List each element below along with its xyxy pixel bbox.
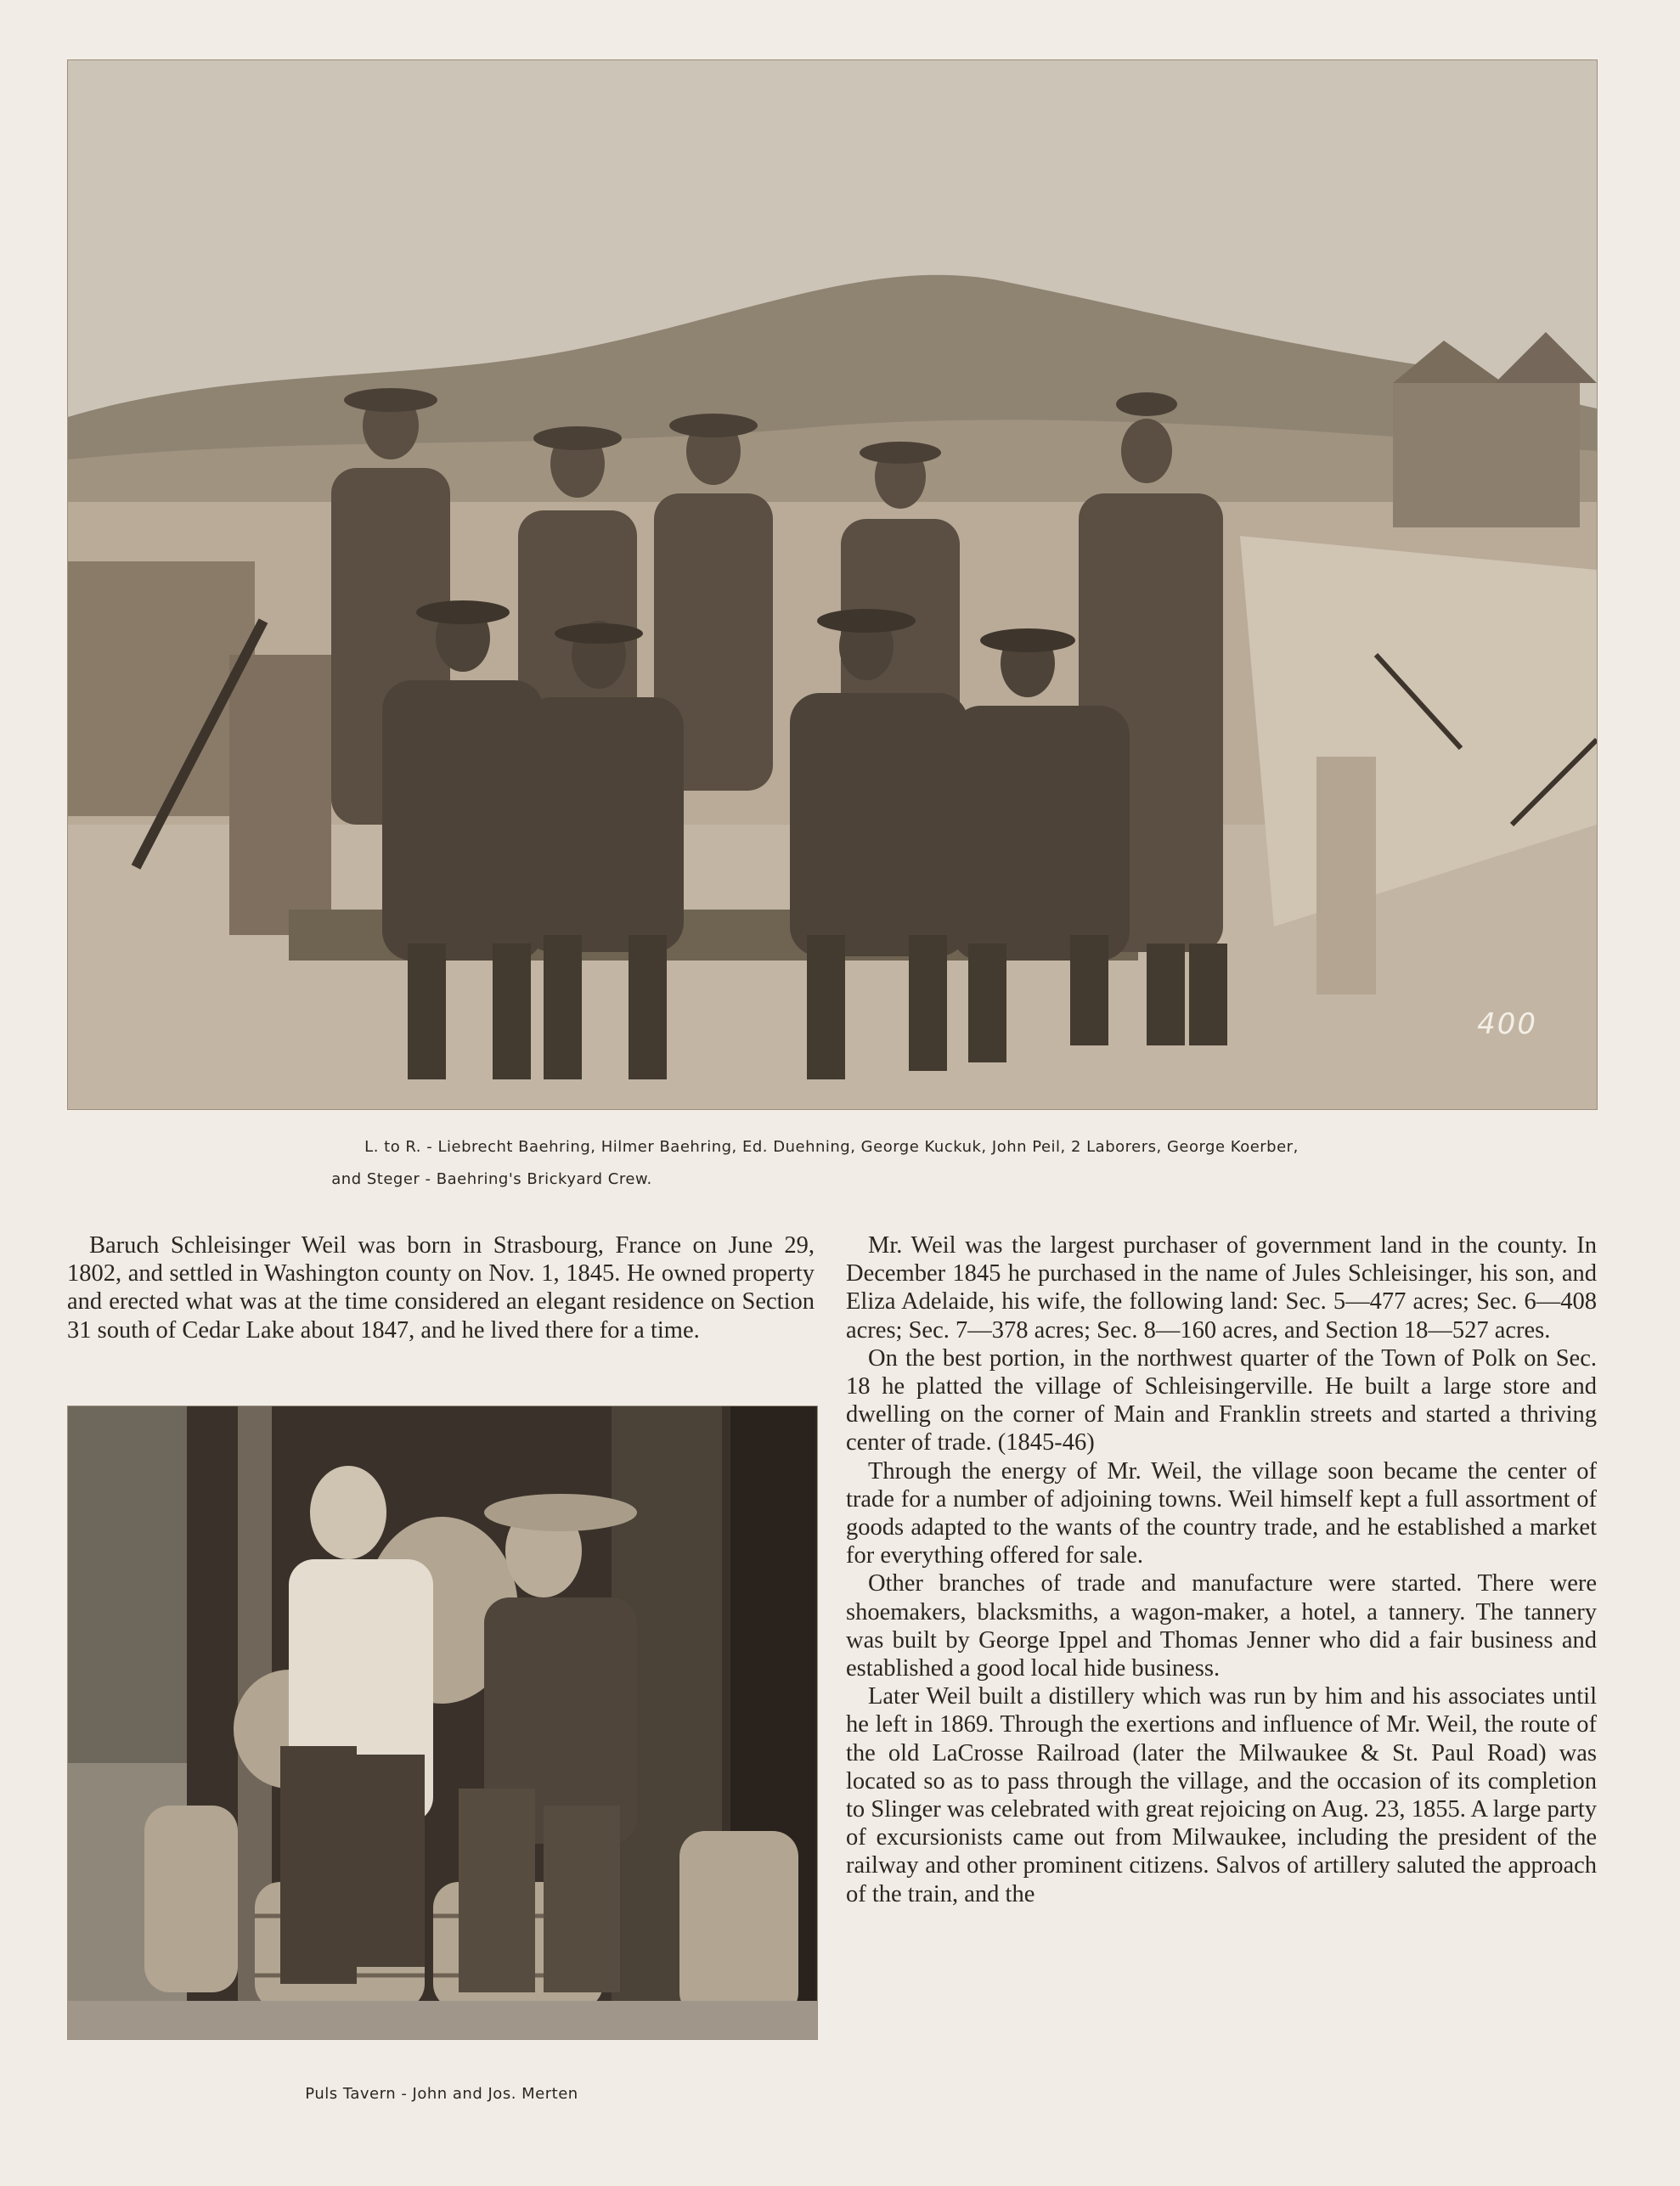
paragraph-center-of-trade: Through the energy of Mr. Weil, the village soon became the center of trade for a number of adjoining towns. Weil himself kept a full assortment of goods adapted to the wants of the country trade, and he established a market for everything offered for sale. <box>846 1457 1597 1569</box>
paragraph-village-platted: On the best portion, in the northwest quarter of the Town of Polk on Sec. 18 he platted the village of Schleisingerville. He built a large store and dwelling on the corner of Main and Franklin streets and started a thriving center of trade. (1845-46) <box>846 1344 1597 1456</box>
photo-number-mark: 400 <box>1477 1007 1537 1041</box>
brickyard-photo-illustration <box>68 60 1597 1109</box>
brickyard-crew-photo <box>67 59 1598 1110</box>
intro-paragraph: Baruch Schleisinger Weil was born in Strasbourg, France on June 29, 1802, and settled in Washington county on Nov. 1, 1845. He owned property and erected what was at the time considered an elegant residence on Section 31 south of Cedar Lake about 1847, and he lived there for a time. <box>67 1232 815 1344</box>
puls-tavern-photo <box>67 1406 818 2040</box>
top-photo-caption-line1: L. to R. - Liebrecht Baehring, Hilmer Baehring, Ed. Duehning, George Kuckuk, John Peil, 2 Laborers, George Koerber, <box>364 1138 1299 1156</box>
paragraph-trades-and-tannery: Other branches of trade and manufacture were started. There were shoemakers, blacksmiths, a wagon-maker, a hotel, a tannery. The tannery was built by George Ippel and Thomas Jenner who did a fair business and established a good local hide business. <box>846 1570 1597 1682</box>
bottom-photo-caption: Puls Tavern - John and Jos. Merten <box>305 2085 578 2103</box>
tavern-photo-illustration <box>68 1406 817 2039</box>
top-photo-caption-line2: and Steger - Baehring's Brickyard Crew. <box>331 1170 652 1188</box>
left-column-text <box>67 1231 815 1344</box>
paragraph-land-purchase: Mr. Weil was the largest purchaser of government land in the county. In December 1845 he purchased in the name of Jules Schleisinger, his son, and Eliza Adelaide, his wife, the following land: Sec. 5—477 acres; Sec. 6—408 acres; Sec. 7—378 acres; Sec. 8—160 acres, and Section 18—527 acres. <box>846 1232 1597 1344</box>
right-column-text <box>846 1231 1597 1908</box>
paragraph-distillery-railroad: Later Weil built a distillery which was run by him and his associates until he left in 1869. Through the exertions and influence of Mr. Weil, the route of the old LaCrosse Railroad (later the Milwaukee & St. Paul Road) was located so as to pass through the village, and the occasion of its completion to Slinger was celebrated with great rejoicing on Aug. 23, 1855. A large party of excursionists came out from Milwaukee, including the president of the railway and other prominent citizens. Salvos of artillery saluted the approach of the train, and the <box>846 1683 1597 1907</box>
